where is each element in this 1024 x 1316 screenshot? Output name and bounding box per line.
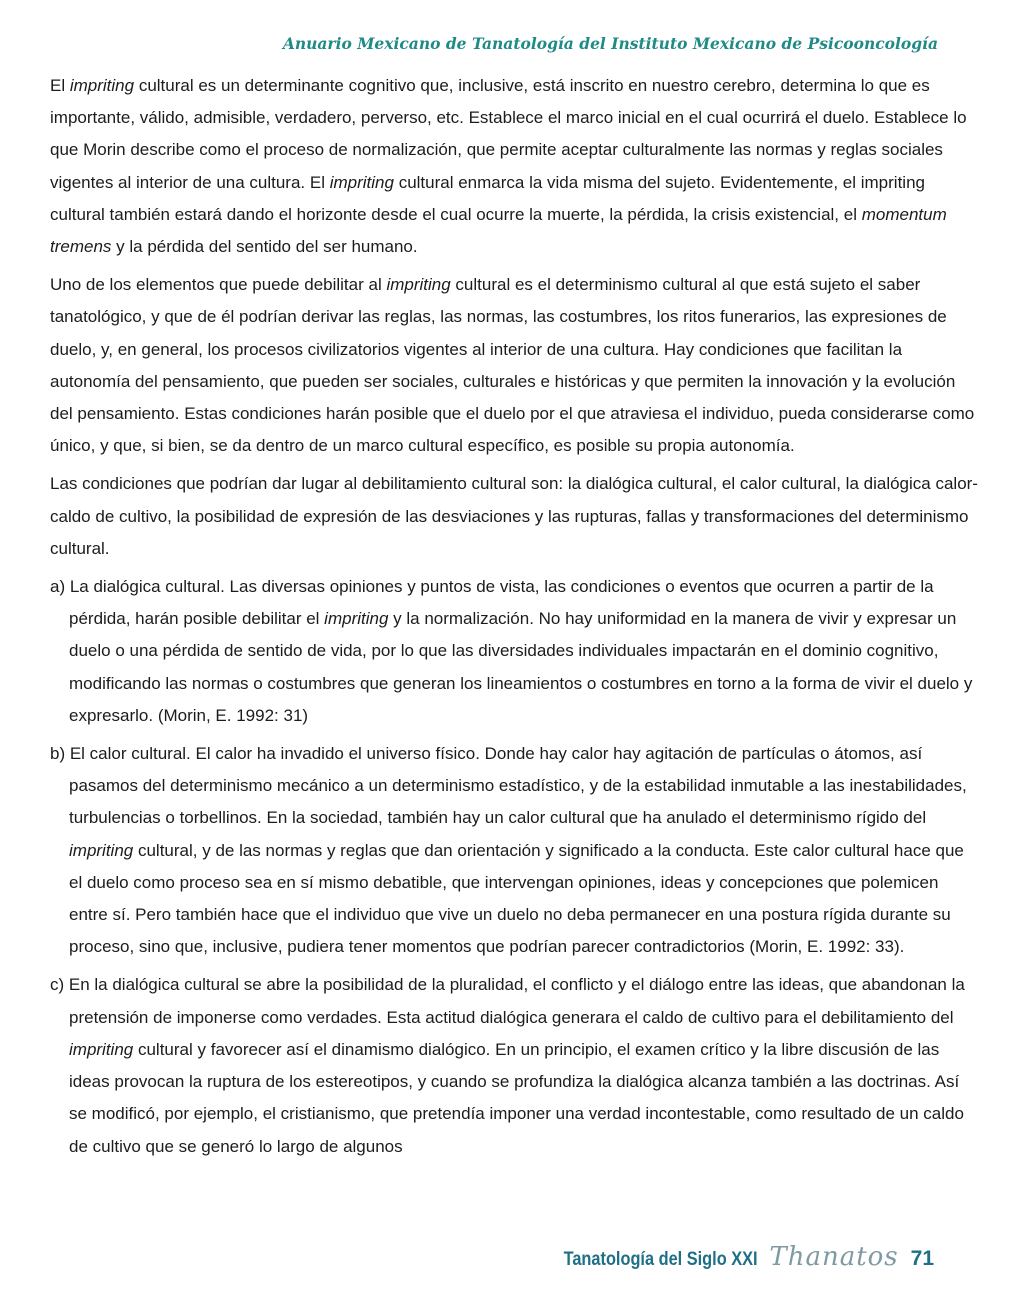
list-item-dialogica-cultural [50, 571, 978, 732]
page-footer [532, 1242, 934, 1272]
text-segment: Uno de los elementos que puede debilitar al [50, 275, 387, 295]
text-segment: a) La dialógica cultural. Las diversas opiniones y puntos de vista, las condiciones o eventos que ocurren a partir de la pérdida, harán posible debilitar el [50, 577, 934, 629]
text-segment: cultural, y de las normas y reglas que dan orientación y significado a la conducta. Este calor cultural hace que el duelo como proceso sea en sí mismo debatible, que intervengan opiniones, ideas y concepciones que polemicen entre sí. Pero también hace que el individuo que vive un duelo no deba permanecer en una postura rígida durante su proceso, sino que, inclusive, pudiera tener momentos que podrían parecer contradictorios (Morin, E. 1992: 33). [69, 840, 964, 957]
text-segment: cultural es un determinante cognitivo que, inclusive, está inscrito en nuestro cerebro, determina lo que es importante, válido, admisible, verdadero, perverso, etc. Establece el marco inicial en el cual ocurrirá el duelo. Establece lo que Morin describe como el proceso de normalización, que permite aceptar culturalmente las normas y reglas sociales vigentes al interior de una cultura. El [50, 76, 967, 192]
journal-header: Anuario Mexicano de Tanatología del Instituto Mexicano de Psicooncología [282, 34, 938, 53]
text-segment: Las condiciones que podrían dar lugar al debilitamiento cultural son: la dialógica cultural, el calor cultural, la dialógica calor-caldo de cultivo, la posibilidad de expresión de las desviaciones y las rupturas, fallas y transformaciones del determinismo cultural. [50, 474, 978, 558]
text-segment: cultural es el determinismo cultural al que está sujeto el saber tanatológico, y que de él podrían derivar las reglas, las normas, las costumbres, los ritos funerarios, las expresiones de duelo, y, en general, los procesos civilizatorios vigentes al interior de una cultura. Hay condiciones que facilitan la autonomía del pensamiento, que pueden ser sociales, culturales e históricas y que permiten la innovación y la evolución del pensamiento. Estas condiciones harán posible que el duelo por el que atraviesa el individuo, pueda considerarse como único, y que, si bien, se da dentro de un marco cultural específico, es posible su propia autonomía. [50, 275, 975, 456]
text-segment: c) En la dialógica cultural se abre la posibilidad de la pluralidad, el conflicto y el diálogo entre las ideas, que abandonan la pretensión de imponerse como verdades. Esta actitud dialógica generara el caldo de cultivo para el debilitamiento del [50, 975, 965, 1027]
paragraph-condiciones [50, 468, 978, 565]
italic-term: impriting [69, 1039, 134, 1059]
italic-term: momentum tremens [50, 204, 947, 257]
italic-term: impriting [386, 275, 451, 295]
paragraph-determinismo-cultural [50, 269, 978, 462]
italic-term: impriting [69, 76, 135, 95]
list-item-caldo-de-cultivo [50, 969, 978, 1162]
text-segment: b) El calor cultural. El calor ha invadido el universo físico. Donde hay calor hay agitación de partículas o átomos, así pasamos del determinismo mecánico a un determinismo estadístico, y de la estabilidad inmutable a las inestabilidades, turbulencias o torbellinos. En la sociedad, también hay un calor cultural que ha anulado el determinismo rígido del [50, 744, 967, 828]
text-segment: cultural y favorecer así el dinamismo dialógico. En un principio, el examen crítico y la libre discusión de las ideas provocan la ruptura de los estereotipos, y cuando se profundiza la dialógica alcanza también a las doctrinas. Así se modificó, por ejemplo, el cristianismo, que pretendía imponer una verdad incontestable, como resultado de un caldo de cultivo que se generó lo largo de algunos [69, 1039, 964, 1156]
thanatos-logo: Thanatos [769, 1242, 899, 1272]
text-segment: cultural enmarca la vida misma del sujeto. Evidentemente, el impriting cultural también estará dando el horizonte desde el cual ocurre la muerte, la pérdida, la crisis existencial, el [50, 172, 925, 224]
paragraph-impriting-cultural [50, 70, 978, 263]
article-body [50, 70, 978, 1169]
text-segment: y la normalización. No hay uniformidad en la manera de vivir y expresar un duelo o una pérdida de sentido de vida, por lo que las diversidades individuales impactarán en el dominio cognitivo, modificando las normas o costumbres que generan los lineamientos o costumbres en torno a la forma de vivir el duelo y expresarlo. (Morin, E. 1992: 31) [69, 609, 973, 725]
italic-term: impriting [69, 840, 134, 860]
text-segment: y la pérdida del sentido del ser humano. [111, 237, 418, 257]
footer-title: Tanatología del Siglo XXI [563, 1249, 758, 1270]
text-segment: El [50, 76, 70, 95]
list-item-calor-cultural [50, 738, 978, 963]
italic-term: impriting [329, 172, 394, 192]
italic-term: impriting [324, 609, 389, 629]
page-number: 71 [910, 1247, 934, 1270]
